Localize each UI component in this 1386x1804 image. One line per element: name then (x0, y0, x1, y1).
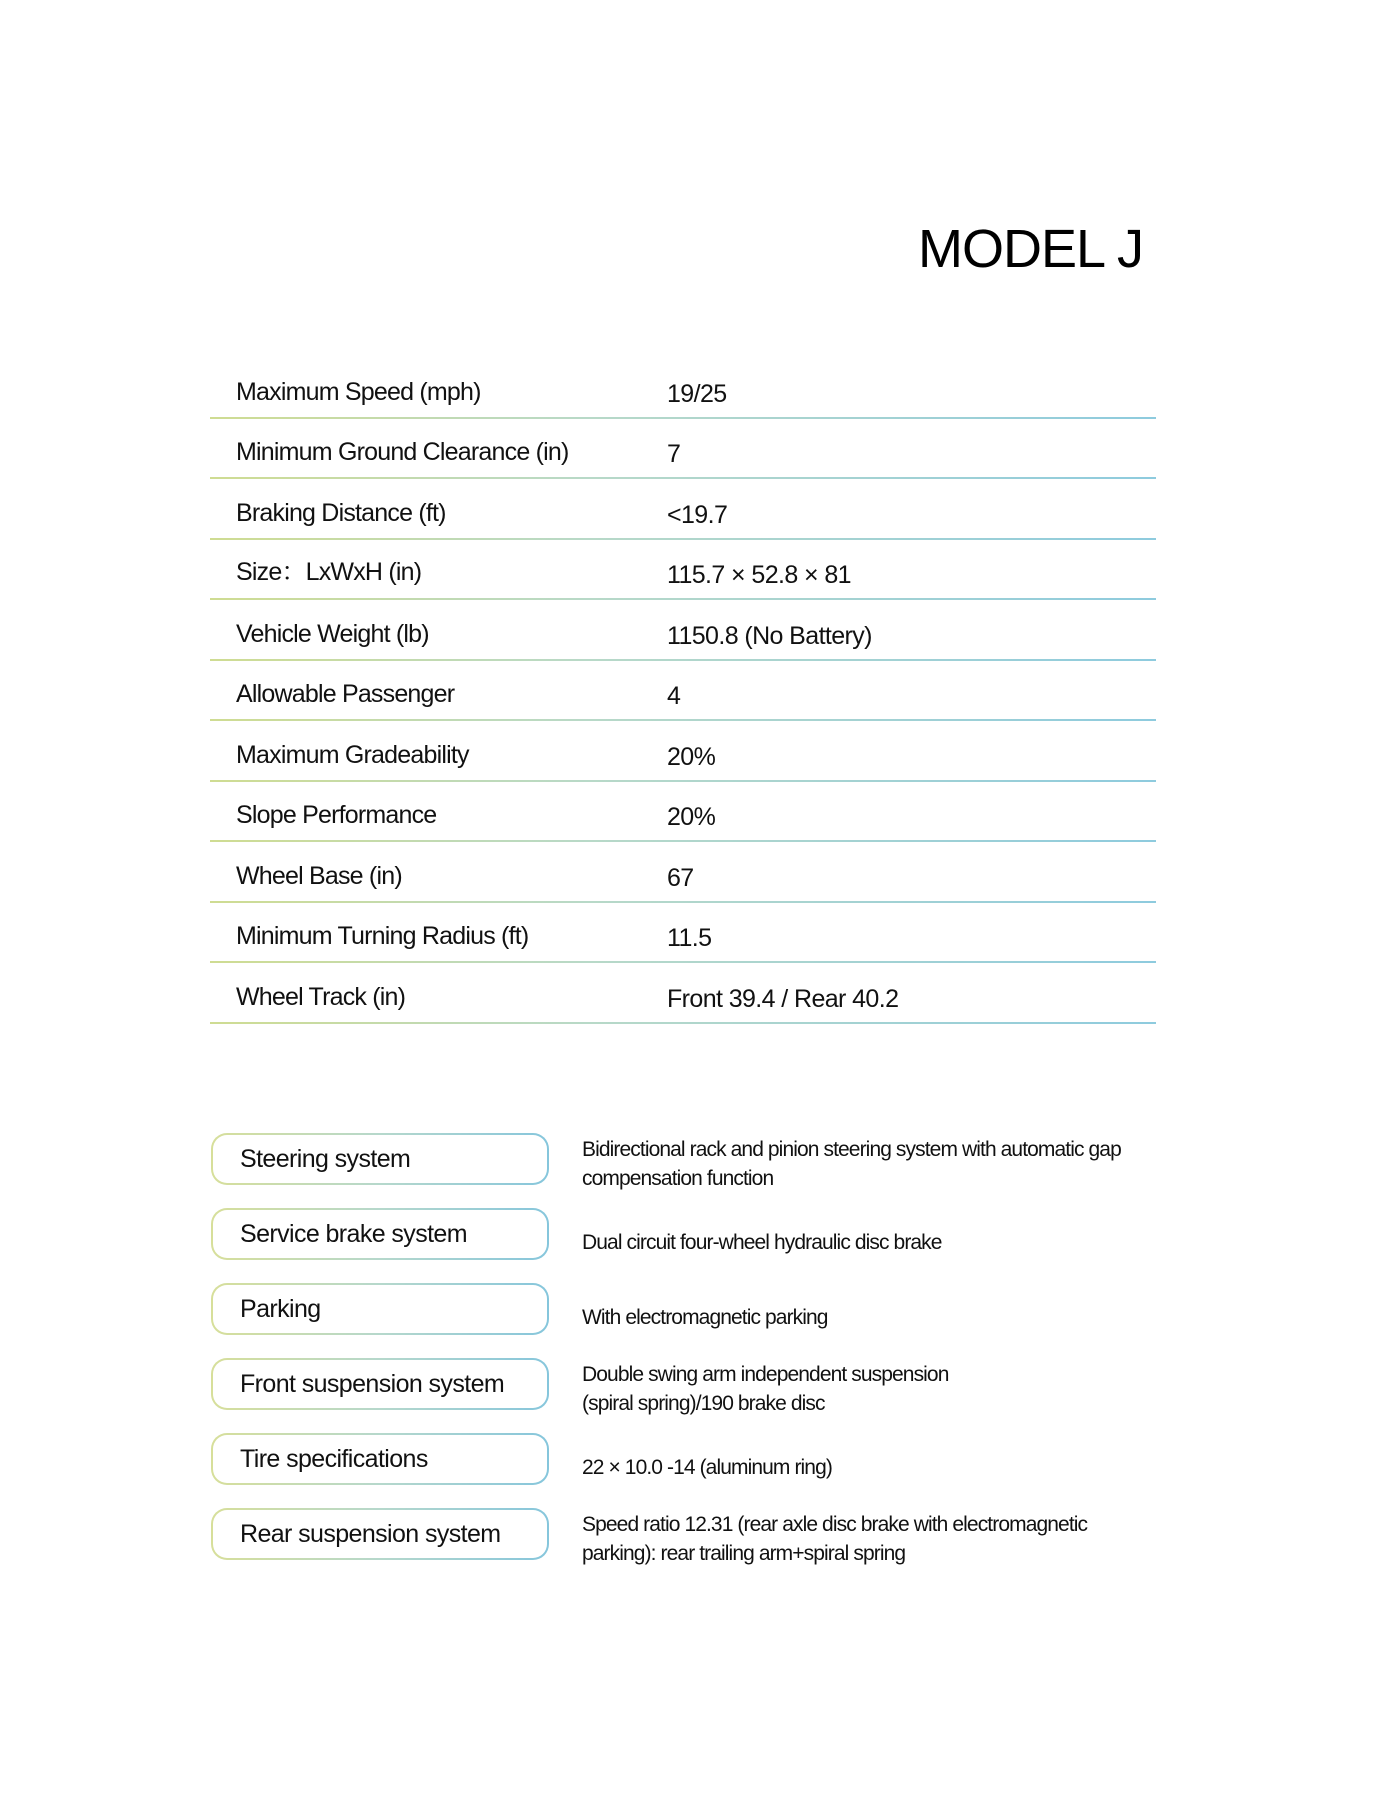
spec-value: Front 39.4 / Rear 40.2 (667, 984, 899, 1013)
spec-value: 20% (667, 742, 716, 771)
system-label-box (211, 1133, 549, 1185)
spec-label: Vehicle Weight (lb) (236, 619, 429, 648)
spec-row (210, 903, 1156, 964)
spec-value: 67 (667, 863, 694, 892)
spec-label: Minimum Turning Radius (ft) (236, 922, 529, 950)
system-row (211, 1208, 1171, 1283)
spec-row (210, 358, 1156, 419)
system-label-box (211, 1283, 549, 1335)
system-label: Tire specifications (213, 1435, 547, 1483)
spec-label: Maximum Speed (mph) (236, 377, 481, 406)
spec-value: 7 (667, 440, 681, 468)
spec-value: <19.7 (667, 500, 728, 529)
spec-label: Minimum Ground Clearance (in) (236, 438, 569, 466)
spec-label: Slope Performance (236, 801, 437, 829)
system-label: Rear suspension system (213, 1510, 547, 1558)
spec-label: Allowable Passenger (236, 680, 455, 708)
system-label-box (211, 1433, 549, 1485)
spec-value: 19/25 (667, 379, 727, 408)
system-label: Parking (213, 1285, 547, 1333)
system-description: 22 × 10.0 -14 (aluminum ring) (582, 1455, 832, 1479)
spec-value: 11.5 (667, 924, 712, 952)
system-label: Steering system (213, 1135, 547, 1183)
spec-row (210, 963, 1156, 1024)
system-label: Front suspension system (213, 1360, 547, 1408)
system-description: Dual circuit four-wheel hydraulic disc brake (582, 1230, 942, 1254)
system-description: Speed ratio 12.31 (rear axle disc brake with electromagnetic parking): rear trailing arm+spiral spring (582, 1512, 1088, 1565)
system-label: Service brake system (213, 1210, 547, 1258)
spec-label: Size：LxWxH (in) (236, 558, 422, 586)
spec-row (210, 419, 1156, 480)
spec-row (210, 661, 1156, 722)
spec-label: Braking Distance (ft) (236, 498, 446, 527)
spec-row (210, 540, 1156, 601)
spec-label: Maximum Gradeability (236, 740, 469, 769)
spec-label: Wheel Base (in) (236, 861, 402, 890)
spec-value: 1150.8 (No Battery) (667, 621, 872, 650)
spec-value: 20% (667, 803, 716, 831)
systems-list (211, 1133, 1171, 1583)
system-row (211, 1433, 1171, 1508)
system-label-box (211, 1208, 549, 1260)
spec-row (210, 782, 1156, 843)
system-row (211, 1283, 1171, 1358)
system-label-box (211, 1508, 549, 1560)
system-row (211, 1358, 1171, 1433)
spec-row (210, 721, 1156, 782)
spec-value: 115.7 × 52.8 × 81 (667, 561, 851, 589)
spec-label: Wheel Track (in) (236, 982, 406, 1011)
system-description: With electromagnetic parking (582, 1305, 828, 1329)
system-description: Double swing arm independent suspension (spiral spring)/190 brake disc (582, 1362, 949, 1415)
spec-table (210, 358, 1156, 1024)
system-row (211, 1133, 1171, 1208)
spec-value: 4 (667, 682, 681, 710)
spec-row (210, 600, 1156, 661)
spec-row (210, 479, 1156, 540)
page-title: MODEL J (917, 219, 1143, 279)
spec-row (210, 842, 1156, 903)
system-label-box (211, 1358, 549, 1410)
system-row (211, 1508, 1171, 1583)
system-description: Bidirectional rack and pinion steering system with automatic gap compensation function (582, 1137, 1121, 1190)
